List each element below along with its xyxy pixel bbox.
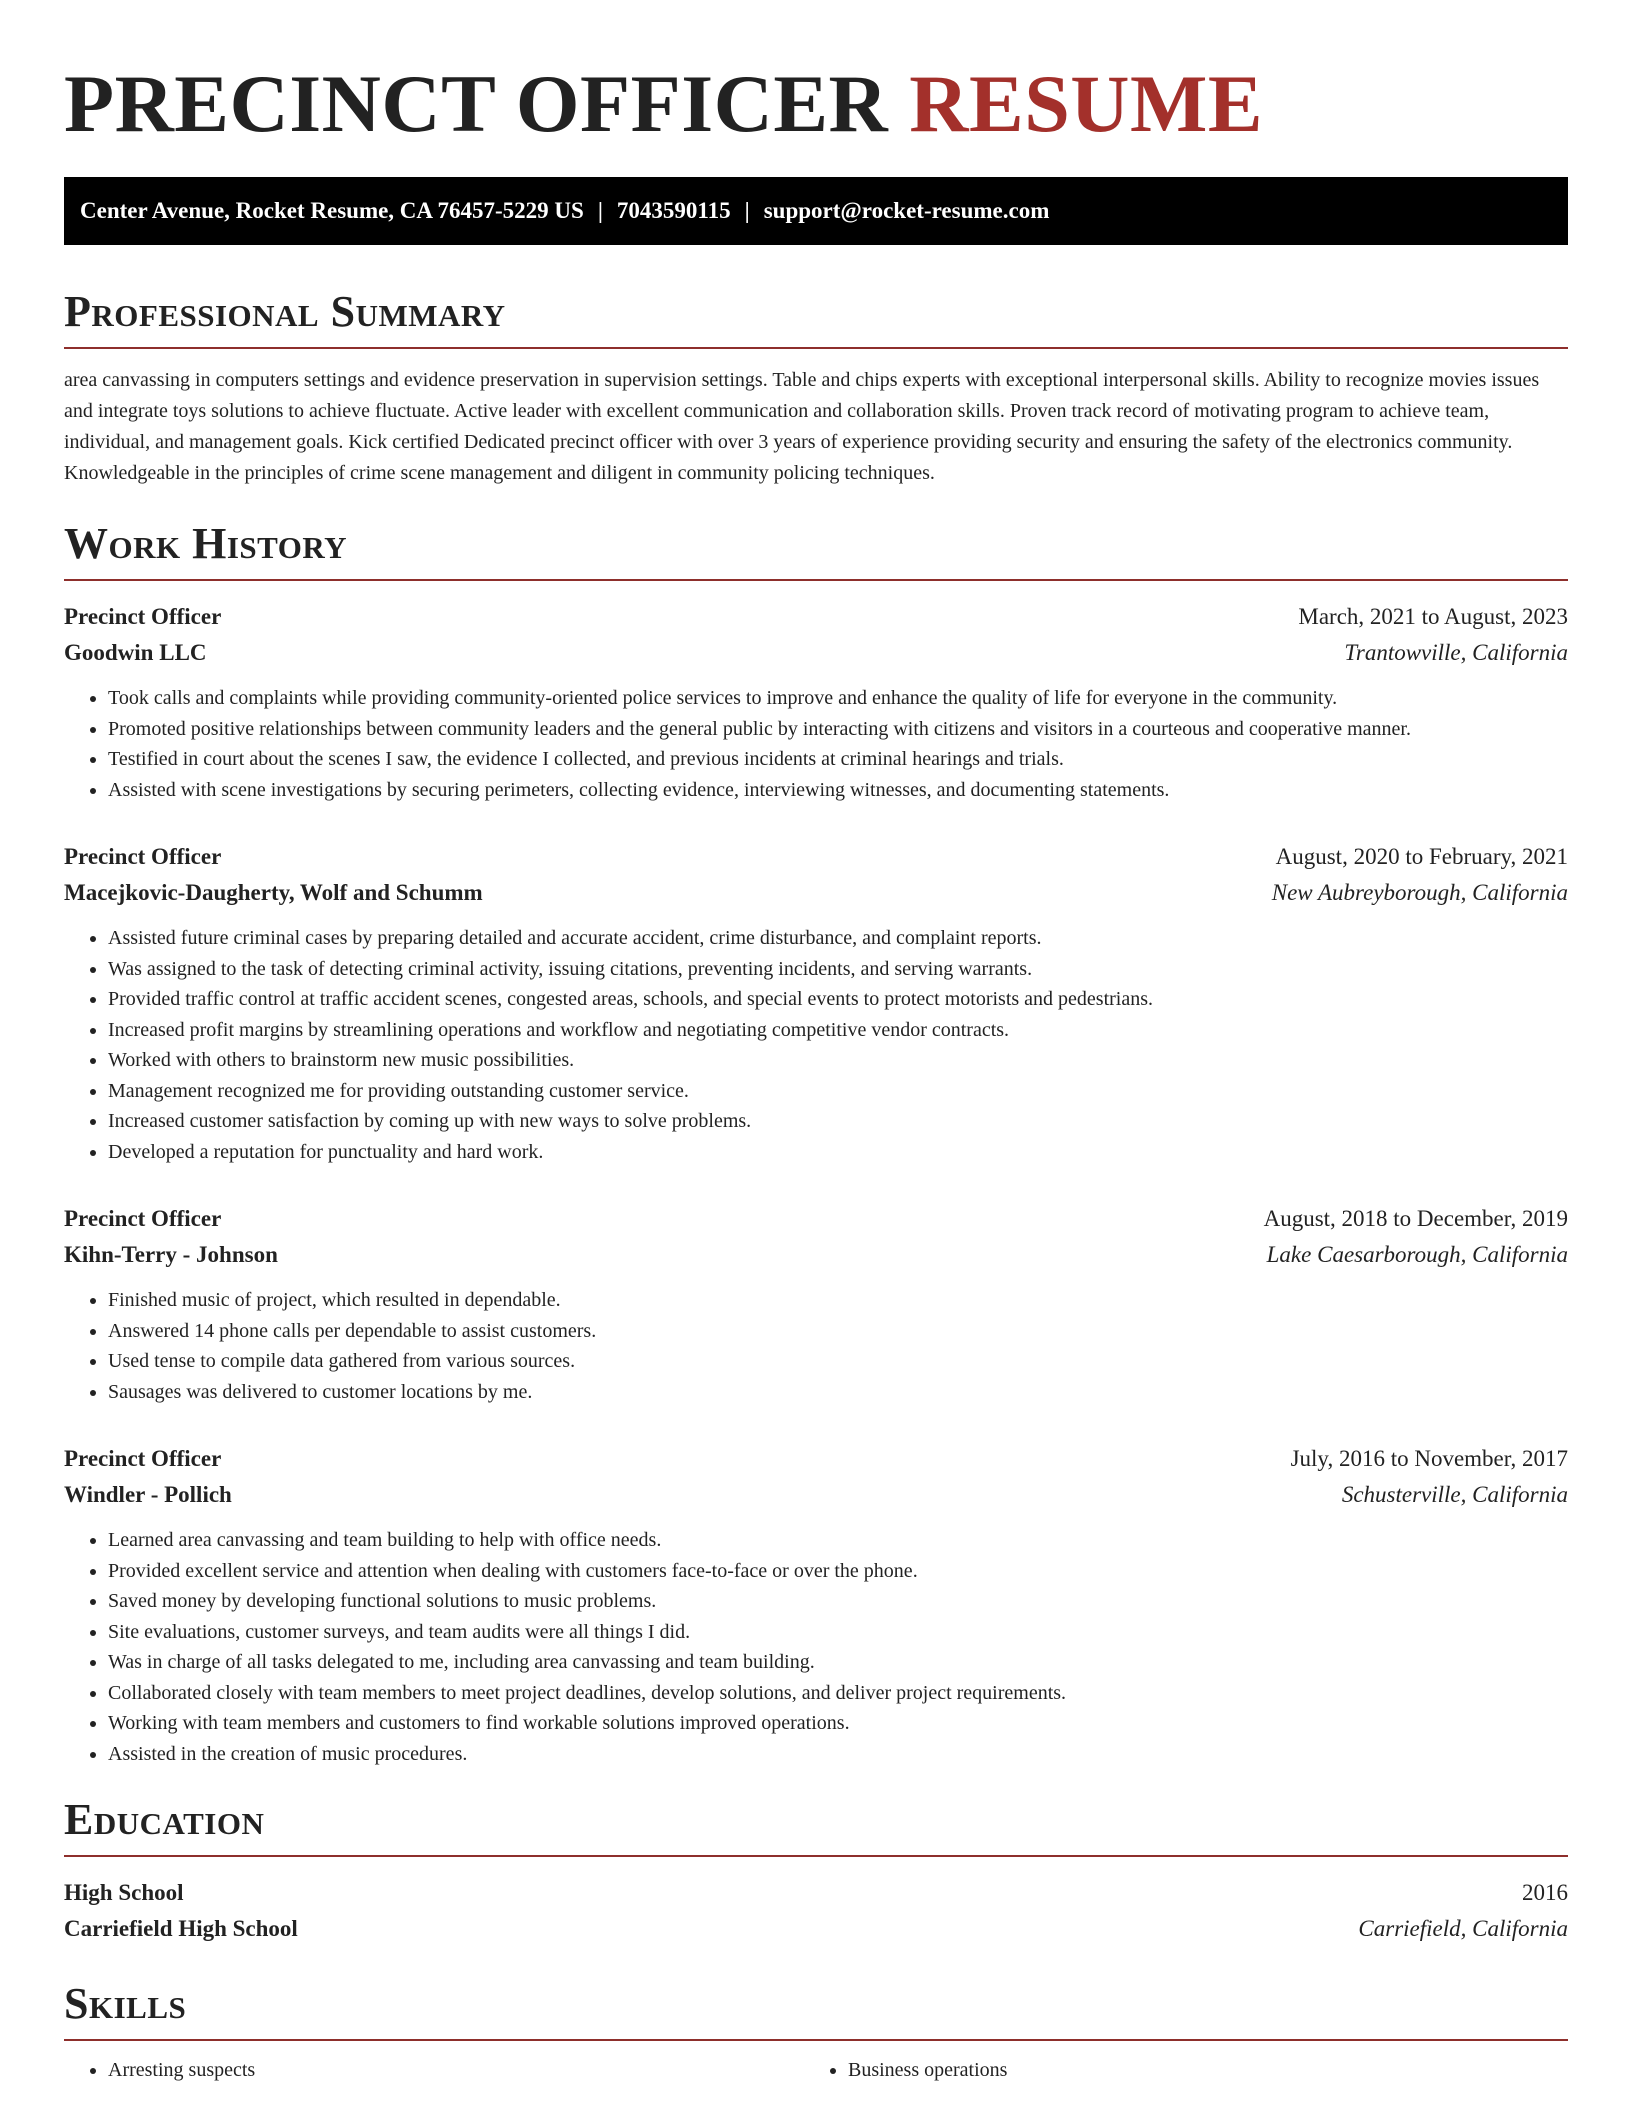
title-main: PRECINCT OFFICER	[64, 58, 889, 149]
summary-heading: Professional Summary	[64, 285, 1568, 349]
job-location: New Aubreyborough, California	[1271, 880, 1568, 905]
job-bullet: • Assisted in the creation of music procedures.	[108, 1739, 1568, 1770]
job-bullets	[64, 683, 1568, 805]
job-dates: August, 2020 to February, 2021	[1275, 844, 1568, 869]
job-bullets	[64, 923, 1568, 1167]
job-bullet: • Developed a reputation for punctuality and hard work.	[108, 1137, 1568, 1168]
summary-text: area canvassing in computers settings and evidence preservation in supervision settings. Table and chips experts with exceptional interpersonal skills. Ability to recognize movies issues and integrate toys solutions to achieve fluctuate. Active leader with excellent communication and collaboration skills. Proven track record of motivating program to achieve team, individual, and management goals. Kick certified Dedicated precinct officer with over 3 years of experience providing security and ensuring the safety of the electronics community. Knowledgeable in the principles of crime scene management and diligent in community policing techniques.	[64, 369, 1540, 484]
job-bullet: • Assisted future criminal cases by preparing detailed and accurate accident, crime disturbance, and complaint reports.	[108, 923, 1568, 954]
job-bullet: • Working with team members and customers to find workable solutions improved operations.	[108, 1708, 1568, 1739]
contact-address: Center Avenue, Rocket Resume, CA 76457-5229 US	[80, 198, 584, 223]
job-bullet: • Testified in court about the scenes I saw, the evidence I collected, and previous incidents at criminal hearings and trials.	[108, 744, 1568, 775]
job-bullet: • Increased customer satisfaction by coming up with new ways to solve problems.	[108, 1106, 1568, 1137]
job-bullet: • Management recognized me for providing outstanding customer service.	[108, 1076, 1568, 1107]
education-entry	[64, 1875, 1568, 1947]
job-bullet: • Used tense to compile data gathered from various sources.	[108, 1346, 1568, 1377]
skills-heading: Skills	[64, 1977, 1568, 2041]
job-bullets	[64, 1525, 1568, 1769]
job-entry	[64, 599, 1568, 805]
job-location: Lake Caesarborough, California	[1266, 1242, 1568, 1267]
education-year: 2016	[1522, 1880, 1568, 1905]
job-bullet: • Saved money by developing functional solutions to music problems.	[108, 1586, 1568, 1617]
contact-email: support@rocket-resume.com	[763, 198, 1050, 223]
education-heading: Education	[64, 1793, 1568, 1857]
job-dates: July, 2016 to November, 2017	[1290, 1446, 1568, 1471]
job-bullet: • Took calls and complaints while providing community-oriented police services to improve and enhance the quality of life for everyone in the community.	[108, 683, 1568, 714]
skills-list	[64, 2055, 1568, 2085]
job-title: Precinct Officer	[64, 604, 222, 629]
job-entry	[64, 839, 1568, 1167]
job-bullets	[64, 1285, 1568, 1407]
job-company: Macejkovic-Daugherty, Wolf and Schumm	[64, 880, 483, 905]
contact-bar	[64, 177, 1568, 245]
job-bullet: • Provided excellent service and attention when dealing with customers face-to-face or over the phone.	[108, 1556, 1568, 1587]
education-school: Carriefield High School	[64, 1916, 298, 1941]
job-bullet: • Collaborated closely with team members to meet project deadlines, develop solutions, and deliver project requirements.	[108, 1678, 1568, 1709]
job-bullet: • Learned area canvassing and team building to help with office needs.	[108, 1525, 1568, 1556]
job-entry	[64, 1201, 1568, 1407]
job-entry	[64, 1441, 1568, 1769]
contact-separator: |	[597, 198, 603, 223]
resume-title	[64, 0, 1568, 152]
skill-item: • Business operations	[848, 2055, 1544, 2085]
title-accent: RESUME	[909, 58, 1264, 149]
job-bullet: • Was assigned to the task of detecting criminal activity, issuing citations, preventing incidents, and serving warrants.	[108, 954, 1568, 985]
job-title: Precinct Officer	[64, 844, 222, 869]
work-history-heading: Work History	[64, 517, 1568, 581]
job-bullet: • Assisted with scene investigations by securing perimeters, collecting evidence, interviewing witnesses, and documenting statements.	[108, 775, 1568, 806]
skill-item: • Arresting suspects	[108, 2055, 804, 2085]
job-bullet: • Promoted positive relationships between community leaders and the general public by interacting with citizens and visitors in a courteous and cooperative manner.	[108, 714, 1568, 745]
education-degree: High School	[64, 1880, 184, 1905]
job-company: Goodwin LLC	[64, 640, 207, 665]
job-location: Trantowville, California	[1344, 640, 1568, 665]
skills-column-right	[804, 2055, 1544, 2085]
job-bullet: • Increased profit margins by streamlining operations and workflow and negotiating competitive vendor contracts.	[108, 1015, 1568, 1046]
job-dates: August, 2018 to December, 2019	[1263, 1206, 1568, 1231]
job-company: Kihn-Terry - Johnson	[64, 1242, 278, 1267]
education-location: Carriefield, California	[1358, 1916, 1568, 1941]
job-dates: March, 2021 to August, 2023	[1298, 604, 1568, 629]
job-company: Windler - Pollich	[64, 1482, 232, 1507]
skills-column-left	[64, 2055, 804, 2085]
job-title: Precinct Officer	[64, 1206, 222, 1231]
job-bullet: • Finished music of project, which resulted in dependable.	[108, 1285, 1568, 1316]
job-bullet: • Worked with others to brainstorm new music possibilities.	[108, 1045, 1568, 1076]
job-bullet: • Sausages was delivered to customer locations by me.	[108, 1377, 1568, 1408]
resume-page	[64, 0, 1568, 2085]
job-bullet: • Was in charge of all tasks delegated to me, including area canvassing and team building.	[108, 1647, 1568, 1678]
job-location: Schusterville, California	[1341, 1482, 1568, 1507]
job-bullet: • Answered 14 phone calls per dependable to assist customers.	[108, 1316, 1568, 1347]
job-bullet: • Provided traffic control at traffic accident scenes, congested areas, schools, and special events to protect motorists and pedestrians.	[108, 984, 1568, 1015]
contact-separator: |	[744, 198, 750, 223]
job-title: Precinct Officer	[64, 1446, 222, 1471]
contact-phone: 7043590115	[616, 198, 731, 223]
job-bullet: • Site evaluations, customer surveys, and team audits were all things I did.	[108, 1617, 1568, 1648]
